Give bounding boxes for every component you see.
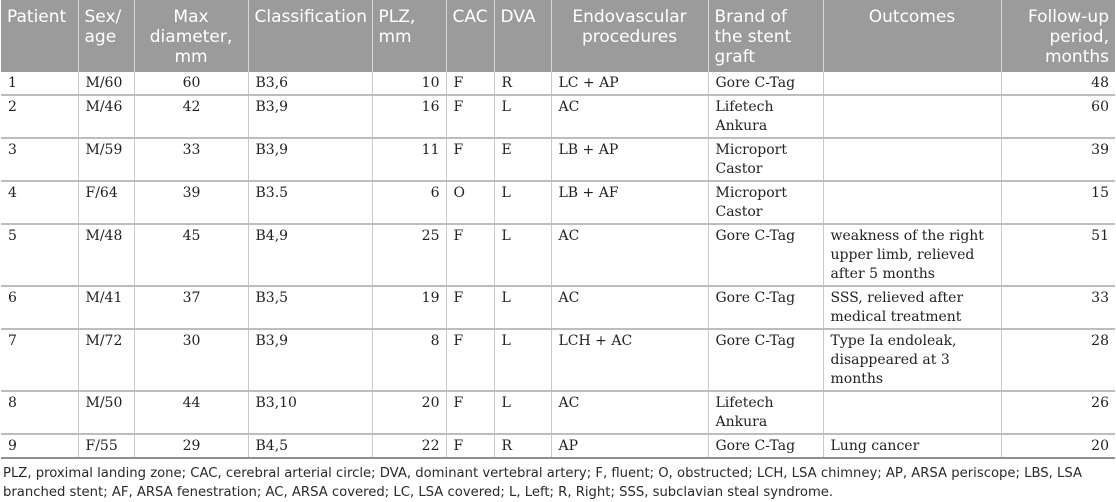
- cell-plz: 25: [372, 224, 446, 286]
- cell-plz: 19: [372, 286, 446, 329]
- cell-followup: 51: [1001, 224, 1115, 286]
- cell-classification: B3,6: [248, 72, 372, 95]
- cell-plz: 11: [372, 138, 446, 181]
- header-outcomes: Outcomes: [823, 0, 1001, 72]
- table-row: [1, 329, 1115, 391]
- cell-cac: F: [446, 391, 494, 434]
- cell-cac: F: [446, 286, 494, 329]
- cell-plz: 22: [372, 434, 446, 458]
- table-row: [1, 138, 1115, 181]
- cell-max-diameter: 42: [134, 95, 248, 138]
- cell-patient: 3: [1, 138, 78, 181]
- cell-max-diameter: 44: [134, 391, 248, 434]
- cell-outcomes: [823, 181, 1001, 224]
- cell-sex-age: M/72: [78, 329, 134, 391]
- cell-max-diameter: 45: [134, 224, 248, 286]
- table-row: [1, 391, 1115, 434]
- cell-dva: L: [494, 391, 551, 434]
- cell-procedures: AC: [551, 224, 708, 286]
- cell-sex-age: M/50: [78, 391, 134, 434]
- cell-sex-age: M/59: [78, 138, 134, 181]
- cell-classification: B4,9: [248, 224, 372, 286]
- cell-brand: Lifetech Ankura: [708, 391, 823, 434]
- header-plz: PLZ, mm: [372, 0, 446, 72]
- table-row: [1, 224, 1115, 286]
- cell-classification: B3,9: [248, 95, 372, 138]
- header-row: [1, 0, 1115, 72]
- cell-patient: 5: [1, 224, 78, 286]
- cell-max-diameter: 30: [134, 329, 248, 391]
- cell-procedures: AC: [551, 95, 708, 138]
- patient-table: [1, 0, 1115, 459]
- cell-classification: B3,10: [248, 391, 372, 434]
- cell-outcomes: [823, 72, 1001, 95]
- cell-procedures: AC: [551, 286, 708, 329]
- header-sex-age: Sex/ age: [78, 0, 134, 72]
- header-patient: Patient: [1, 0, 78, 72]
- cell-max-diameter: 60: [134, 72, 248, 95]
- header-procedures: Endovascular procedures: [551, 0, 708, 72]
- cell-procedures: LC + AP: [551, 72, 708, 95]
- cell-sex-age: F/55: [78, 434, 134, 458]
- cell-cac: F: [446, 72, 494, 95]
- cell-max-diameter: 37: [134, 286, 248, 329]
- cell-brand: Gore C-Tag: [708, 72, 823, 95]
- cell-plz: 8: [372, 329, 446, 391]
- cell-dva: L: [494, 329, 551, 391]
- header-cac: CAC: [446, 0, 494, 72]
- cell-plz: 6: [372, 181, 446, 224]
- cell-dva: E: [494, 138, 551, 181]
- cell-plz: 16: [372, 95, 446, 138]
- cell-classification: B3.5: [248, 181, 372, 224]
- cell-sex-age: M/46: [78, 95, 134, 138]
- cell-outcomes: Lung cancer: [823, 434, 1001, 458]
- cell-cac: F: [446, 434, 494, 458]
- table-row: [1, 95, 1115, 138]
- header-max-diameter: Max diameter, mm: [134, 0, 248, 72]
- header-classification: Classification: [248, 0, 372, 72]
- cell-sex-age: M/41: [78, 286, 134, 329]
- cell-classification: B3,9: [248, 138, 372, 181]
- cell-procedures: LB + AP: [551, 138, 708, 181]
- cell-classification: B3,5: [248, 286, 372, 329]
- table-row: [1, 286, 1115, 329]
- cell-outcomes: SSS, relieved after medical treatment: [823, 286, 1001, 329]
- table-row: [1, 434, 1115, 458]
- cell-procedures: AP: [551, 434, 708, 458]
- cell-dva: L: [494, 95, 551, 138]
- cell-outcomes: [823, 391, 1001, 434]
- cell-plz: 10: [372, 72, 446, 95]
- cell-dva: R: [494, 434, 551, 458]
- table-row: [1, 181, 1115, 224]
- cell-max-diameter: 39: [134, 181, 248, 224]
- cell-dva: R: [494, 72, 551, 95]
- cell-followup: 15: [1001, 181, 1115, 224]
- cell-outcomes: Type Ia endoleak, disappeared at 3 months: [823, 329, 1001, 391]
- cell-brand: Microport Castor: [708, 181, 823, 224]
- table-footnote: PLZ, proximal landing zone; CAC, cerebral arterial circle; DVA, dominant vertebral artery; F, fluent; O, obstructed; LCH, LSA chimney; AP, ARSA periscope; LBS, LSA branched stent; AF, ARSA fenestration; AC, ARSA covered; LC, LSA covered; L, Left; R, Right; SSS, subclavian steal syndrome.: [3, 466, 1083, 500]
- cell-followup: 48: [1001, 72, 1115, 95]
- cell-brand: Gore C-Tag: [708, 329, 823, 391]
- cell-sex-age: M/48: [78, 224, 134, 286]
- cell-procedures: LCH + AC: [551, 329, 708, 391]
- cell-procedures: AC: [551, 391, 708, 434]
- cell-followup: 39: [1001, 138, 1115, 181]
- cell-followup: 33: [1001, 286, 1115, 329]
- cell-dva: L: [494, 286, 551, 329]
- cell-patient: 4: [1, 181, 78, 224]
- header-followup: Follow-up period, months: [1001, 0, 1115, 72]
- cell-procedures: LB + AF: [551, 181, 708, 224]
- cell-cac: F: [446, 329, 494, 391]
- cell-classification: B3,9: [248, 329, 372, 391]
- cell-brand: Gore C-Tag: [708, 434, 823, 458]
- cell-max-diameter: 29: [134, 434, 248, 458]
- table-body: [1, 72, 1115, 458]
- cell-outcomes: [823, 138, 1001, 181]
- cell-patient: 6: [1, 286, 78, 329]
- cell-cac: O: [446, 181, 494, 224]
- cell-brand: Microport Castor: [708, 138, 823, 181]
- cell-patient: 9: [1, 434, 78, 458]
- header-dva: DVA: [494, 0, 551, 72]
- cell-sex-age: M/60: [78, 72, 134, 95]
- cell-dva: L: [494, 224, 551, 286]
- cell-outcomes: weakness of the right upper limb, relieved after 5 months: [823, 224, 1001, 286]
- cell-brand: Lifetech Ankura: [708, 95, 823, 138]
- cell-patient: 7: [1, 329, 78, 391]
- cell-plz: 20: [372, 391, 446, 434]
- cell-dva: L: [494, 181, 551, 224]
- cell-followup: 60: [1001, 95, 1115, 138]
- cell-followup: 28: [1001, 329, 1115, 391]
- cell-cac: F: [446, 224, 494, 286]
- cell-cac: F: [446, 138, 494, 181]
- cell-classification: B4,5: [248, 434, 372, 458]
- cell-patient: 1: [1, 72, 78, 95]
- cell-sex-age: F/64: [78, 181, 134, 224]
- cell-max-diameter: 33: [134, 138, 248, 181]
- cell-brand: Gore C-Tag: [708, 224, 823, 286]
- table-row: [1, 72, 1115, 95]
- header-brand: Brand of the stent graft: [708, 0, 823, 72]
- table-header: [1, 0, 1115, 72]
- cell-followup: 20: [1001, 434, 1115, 458]
- cell-followup: 26: [1001, 391, 1115, 434]
- cell-outcomes: [823, 95, 1001, 138]
- cell-cac: F: [446, 95, 494, 138]
- cell-patient: 2: [1, 95, 78, 138]
- cell-brand: Gore C-Tag: [708, 286, 823, 329]
- cell-patient: 8: [1, 391, 78, 434]
